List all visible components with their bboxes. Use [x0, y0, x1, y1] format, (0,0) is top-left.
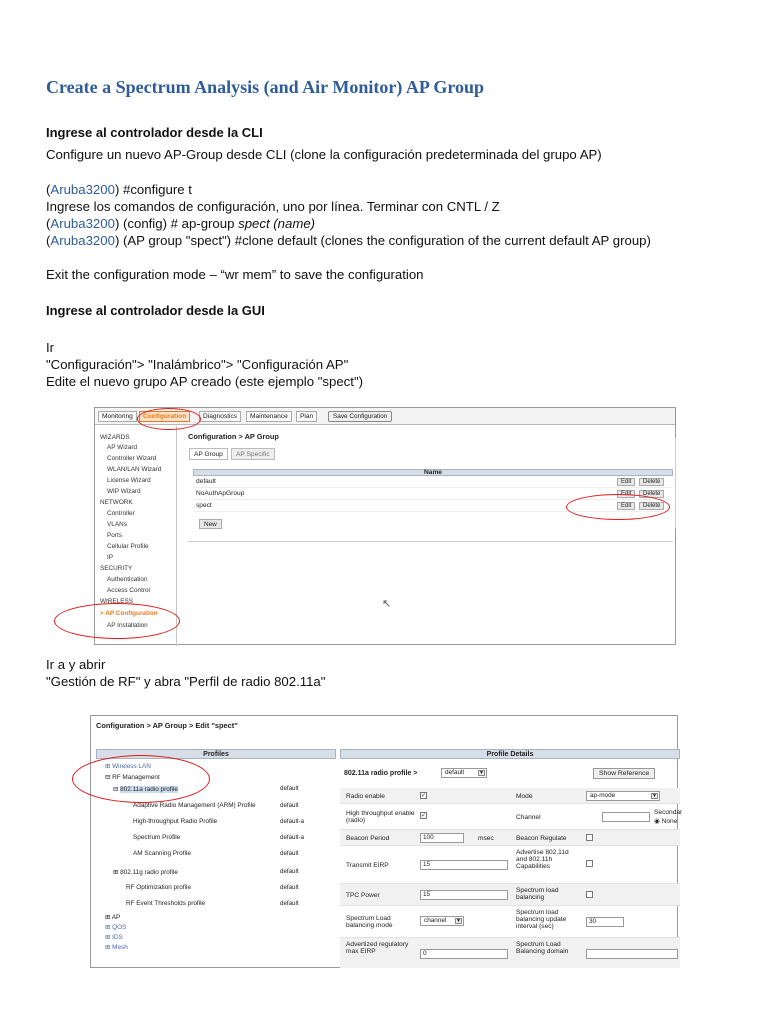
row-name[interactable]: spect [196, 502, 212, 509]
edit-button[interactable]: Edit [617, 478, 635, 486]
sidebar-heading-network: NETWORK [100, 499, 133, 506]
tree-radio-g-profile[interactable]: ⊞ 802.11g radio profile [113, 869, 178, 876]
none-radio[interactable]: ◉ None [654, 818, 678, 825]
highlight-rf-management [72, 755, 210, 803]
table-row [340, 846, 680, 884]
advertise-checkbox[interactable] [586, 860, 593, 867]
field-label: Mode [516, 793, 533, 800]
profile-select[interactable]: default ▼ [441, 768, 487, 778]
slb-mode-select[interactable]: channel ▼ [420, 916, 464, 926]
show-reference-button[interactable]: Show Reference [593, 768, 655, 779]
table-row [340, 906, 680, 938]
tree-radio-a-profile[interactable]: ⊟ 802.11a radio profile [113, 786, 178, 793]
tree-value: default [280, 850, 299, 857]
tree-ht-profile[interactable]: High-throughput Radio Profile [133, 818, 218, 825]
spectrum-lb-checkbox[interactable] [586, 891, 593, 898]
gui-ir: Ir [46, 340, 55, 355]
tree-value: default [280, 884, 299, 891]
tpc-power-input[interactable]: 15 [420, 890, 508, 900]
table-row [340, 804, 683, 830]
tree-am-profile[interactable]: AM Scanning Profile [133, 850, 191, 857]
table-row [340, 788, 680, 804]
tree-rf-optimization[interactable]: RF Optimization profile [126, 884, 191, 891]
field-label: TPC Power [346, 892, 380, 899]
field-label: Beacon Regulate [516, 835, 567, 842]
slb-domain-input[interactable] [586, 949, 678, 959]
field-label: Spectrum Load Balancing domain [516, 941, 569, 955]
tree-mesh[interactable]: ⊞ Mesh [105, 944, 128, 951]
sidebar-item-ap-configuration[interactable]: > AP Configuration [100, 610, 158, 617]
edit-button[interactable]: Edit [617, 502, 635, 510]
field-label: Spectrum load balancing update interval (sec) [516, 909, 567, 930]
tree-value: default [280, 802, 299, 809]
host-name: Aruba3200 [50, 216, 115, 231]
host-name: Aruba3200 [50, 182, 115, 197]
table-row [340, 884, 680, 906]
secondary-label: Secondar [654, 809, 683, 816]
sidebar-item-license-wizard[interactable]: License Wizard [107, 477, 151, 484]
sidebar-item-controller-wizard[interactable]: Controller Wizard [107, 455, 157, 462]
page-breadcrumb: Configuration > AP Group [188, 432, 279, 441]
row-name[interactable]: default [196, 478, 216, 485]
tree-spectrum-profile[interactable]: Spectrum Profile [133, 834, 181, 841]
mode-select[interactable]: ap-mode ▼ [586, 791, 660, 801]
delete-button[interactable]: Delete [639, 490, 664, 498]
subtab-ap-specific[interactable]: AP Specific [231, 448, 275, 460]
delete-button[interactable]: Delete [639, 478, 664, 486]
field-label: Advertized regulatory max EIRP [346, 941, 409, 955]
table-row [193, 476, 673, 488]
screenshot-ap-group [94, 407, 676, 645]
unit-label: msec [478, 835, 494, 842]
profiles-header: Profiles [96, 749, 336, 759]
field-label: Advertise 802.11d and 802.11h Capabilities [516, 849, 569, 870]
gui-edit: Edite el nuevo grupo AP creado (este ejemplo "spect") [46, 374, 364, 389]
cli-line-1: (Aruba3200) #configure t [46, 182, 192, 197]
tree-value: default [280, 785, 299, 792]
subtab-ap-group[interactable]: AP Group [189, 448, 228, 460]
sidebar-item-ap-installation[interactable]: AP Installation [107, 622, 148, 629]
tree-value: default-a [280, 818, 305, 825]
edit-button[interactable]: Edit [617, 490, 635, 498]
gui-heading: Ingrese al controlador desde la GUI [46, 303, 265, 318]
highlight-configuration-tab [137, 408, 201, 430]
field-label: High throughput enable (radio) [346, 810, 415, 824]
mouse-cursor-icon: ↖ [382, 598, 392, 610]
field-label: Transmit EIRP [346, 862, 389, 869]
sidebar-item-ap-wizard[interactable]: AP Wizard [107, 444, 138, 451]
ht-enable-checkbox[interactable]: ✓ [421, 813, 427, 819]
sidebar-heading-security: SECURITY [100, 565, 133, 572]
gui-rf: "Gestión de RF" y abra "Perfil de radio 802.11a" [46, 674, 326, 689]
chevron-down-icon: ▼ [652, 793, 657, 799]
sidebar-item-ports[interactable]: Ports [107, 532, 122, 539]
table-row [340, 830, 680, 846]
tab-plan[interactable]: Plan [296, 411, 317, 422]
gui-path: "Configuración"> "Inalámbrico"> "Configuración AP" [46, 357, 349, 372]
field-label: Spectrum load balancing [516, 887, 559, 901]
profile-details-header: Profile Details [340, 749, 680, 759]
tree-value: default-a [280, 834, 305, 841]
tree-wireless-lan[interactable]: ⊞ Wireless LAN [105, 763, 151, 770]
tree-value: default [280, 900, 299, 907]
tab-diagnostics[interactable]: Diagnostics [199, 411, 241, 422]
tab-configuration[interactable]: Configuration [139, 411, 190, 422]
field-label: Channel [516, 814, 541, 821]
tree-rf-event[interactable]: RF Event Thresholds profile [126, 900, 206, 907]
sidebar-heading-wireless: WIRELESS [100, 598, 134, 605]
cli-exit: Exit the configuration mode – “wr mem” to save the configuration [46, 267, 424, 282]
divider [675, 438, 676, 528]
slb-interval-input[interactable]: 30 [586, 917, 624, 927]
profile-label: 802.11a radio profile > [344, 770, 418, 777]
tree-arm-profile[interactable]: Adaptive Radio Management (ARM) Profile [133, 802, 256, 809]
sidebar-item-access-control[interactable]: Access Control [107, 587, 150, 594]
divider [188, 541, 673, 542]
channel-input[interactable] [602, 812, 650, 822]
sidebar-heading-wizards: WIZARDS [100, 434, 130, 441]
tree-ap[interactable]: ⊞ AP [105, 914, 121, 921]
table-header-name: Name [193, 469, 673, 476]
cli-intro: Configure un nuevo AP-Group desde CLI (clone la configuración predeterminada del grupo AP) [46, 147, 602, 162]
beacon-period-input[interactable]: 100 [420, 833, 464, 843]
screenshot-edit-spect [90, 715, 683, 968]
highlight-spect-row-buttons [566, 494, 670, 520]
save-configuration-button[interactable]: Save Configuration [328, 411, 392, 422]
field-label: Spectrum Load balancing mode [346, 915, 393, 929]
tab-monitoring[interactable]: Monitoring [98, 411, 137, 422]
sidebar-item-controller[interactable]: Controller [107, 510, 135, 517]
table-row [340, 938, 680, 968]
sidebar-item-cellular-profile[interactable]: Cellular Profile [107, 543, 149, 550]
tree-qos[interactable]: ⊞ QOS [105, 924, 127, 931]
tree-rf-management[interactable]: ⊟ RF Management [105, 774, 160, 781]
chevron-down-icon: ▼ [456, 918, 461, 924]
radio-enable-checkbox[interactable]: ✓ [421, 793, 427, 799]
cli-line-2: Ingrese los comandos de configuración, uno por línea. Terminar con CNTL / Z [46, 199, 500, 214]
field-label: Beacon Period [346, 835, 390, 842]
cli-line-4: (Aruba3200) (AP group "spect") #clone default (clones the configuration of the current default AP group) [46, 233, 651, 248]
sidebar-item-authentication[interactable]: Authentication [107, 576, 148, 583]
field-label: Radio enable [346, 793, 385, 800]
highlight-ap-configuration [54, 603, 180, 639]
beacon-regulate-checkbox[interactable] [586, 834, 593, 841]
cli-heading: Ingrese al controlador desde la CLI [46, 125, 263, 140]
tree-value: default [280, 868, 299, 875]
adv-eirp-input[interactable]: 0 [420, 949, 508, 959]
new-button[interactable]: New [199, 519, 222, 529]
sidebar-item-wlan-wizard[interactable]: WLAN/LAN Wizard [107, 466, 162, 473]
page-breadcrumb: Configuration > AP Group > Edit "spect" [96, 721, 238, 730]
tree-ids[interactable]: ⊞ IDS [105, 934, 123, 941]
sidebar-item-wip-wizard[interactable]: WIP Wizard [107, 488, 141, 495]
tab-maintenance[interactable]: Maintenance [246, 411, 292, 422]
gui-ir-a-abrir: Ir a y abrir [46, 657, 106, 672]
sidebar-item-ip[interactable]: IP [107, 554, 114, 561]
cli-line-3: (Aruba3200) (config) # ap-group spect (name) [46, 216, 316, 231]
delete-button[interactable]: Delete [639, 502, 664, 510]
document-title: Create a Spectrum Analysis (and Air Monitor) AP Group [46, 77, 485, 97]
host-name: Aruba3200 [50, 233, 115, 248]
row-name[interactable]: NoAuthApGroup [196, 490, 245, 497]
transmit-eirp-input[interactable]: 15 [420, 860, 508, 870]
sidebar-item-vlans[interactable]: VLANs [107, 521, 127, 528]
chevron-down-icon: ▼ [479, 770, 484, 776]
